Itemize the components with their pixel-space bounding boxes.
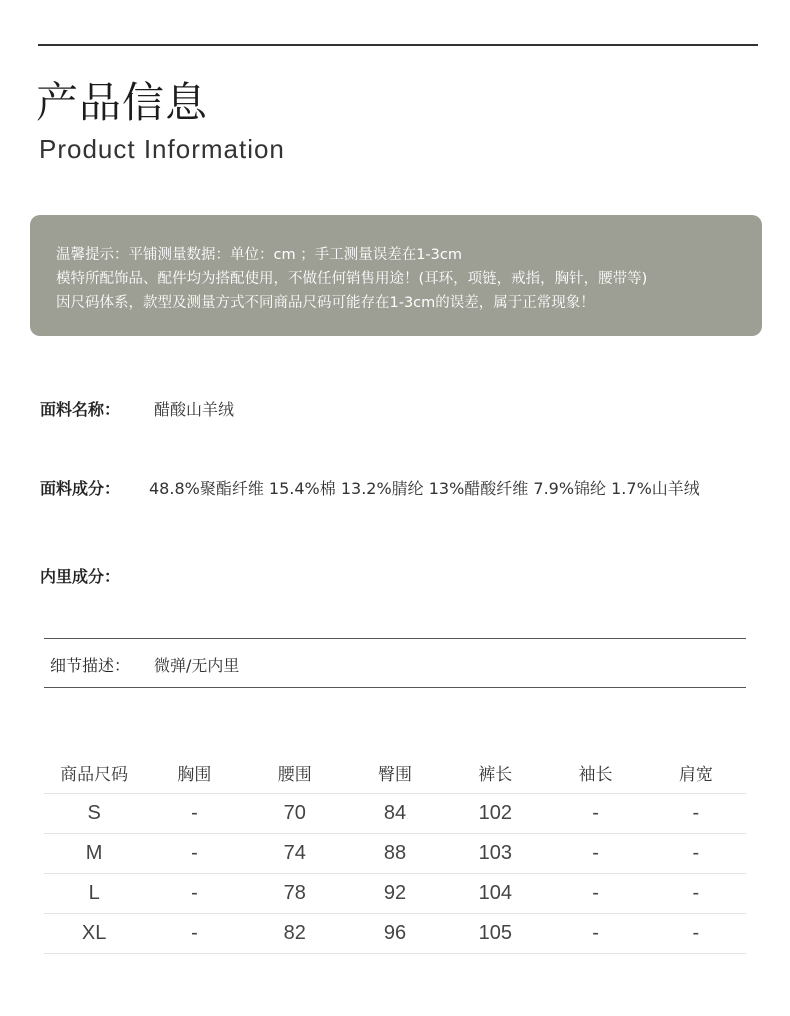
lining-composition-label: 内里成分： [40, 567, 121, 586]
table-cell: 82 [245, 914, 345, 954]
table-cell: - [646, 914, 746, 954]
table-cell: 104 [445, 874, 545, 914]
table-row [44, 834, 746, 874]
table-cell: - [646, 874, 746, 914]
fabric-composition-value: 48.8%聚酯纤维 15.4%棉 13.2%腈纶 13%醋酸纤维 7.9%锦纶 1.7%山羊绒 [149, 479, 700, 498]
detail-value: 微弹/无内里 [154, 656, 240, 675]
table-cell: 92 [345, 874, 445, 914]
notice-box [30, 215, 762, 336]
table-cell: 78 [245, 874, 345, 914]
detail-top-divider [44, 638, 746, 639]
table-cell: - [144, 874, 244, 914]
table-cell: - [646, 794, 746, 834]
table-cell: XL [44, 914, 144, 954]
header-waist: 腰围 [245, 752, 345, 794]
table-cell: - [545, 794, 645, 834]
table-header-row [44, 752, 746, 794]
table-cell: - [144, 794, 244, 834]
table-cell: 103 [445, 834, 545, 874]
table-cell: 74 [245, 834, 345, 874]
table-cell: S [44, 794, 144, 834]
table-cell: - [144, 914, 244, 954]
table-cell: - [144, 834, 244, 874]
top-divider [38, 44, 758, 46]
table-cell: M [44, 834, 144, 874]
page-title: 产品信息 [36, 78, 209, 127]
table-cell: - [545, 834, 645, 874]
fabric-name-value: 醋酸山羊绒 [154, 400, 235, 419]
fabric-composition-label: 面料成分： [40, 479, 121, 498]
table-row [44, 794, 746, 834]
table-cell: 105 [445, 914, 545, 954]
fabric-name-label: 面料名称： [40, 400, 121, 419]
notice-line: 温馨提示：平铺测量数据：单位：cm ；手工测量误差在1-3cm [56, 247, 462, 263]
notice-line: 因尺码体系，款型及测量方式不同商品尺码可能存在1-3cm的误差，属于正常现象！ [56, 295, 595, 311]
header-size: 商品尺码 [44, 752, 144, 794]
table-cell: 70 [245, 794, 345, 834]
table-cell: L [44, 874, 144, 914]
table-cell: 96 [345, 914, 445, 954]
header-pants-length: 裤长 [445, 752, 545, 794]
table-cell: 88 [345, 834, 445, 874]
table-cell: - [545, 874, 645, 914]
table-row [44, 914, 746, 954]
header-shoulder-width: 肩宽 [646, 752, 746, 794]
page-subtitle: Product Information [39, 134, 285, 164]
table-cell: 102 [445, 794, 545, 834]
header-hip: 臀围 [345, 752, 445, 794]
notice-line: 模特所配饰品、配件均为搭配使用，不做任何销售用途！(耳环，项链，戒指，胸针，腰带等) [56, 271, 648, 287]
size-table [44, 752, 746, 954]
detail-bottom-divider [44, 687, 746, 688]
header-chest: 胸围 [144, 752, 244, 794]
detail-label: 细节描述： [50, 656, 131, 675]
table-cell: - [646, 834, 746, 874]
table-row [44, 874, 746, 914]
header-sleeve-length: 袖长 [545, 752, 645, 794]
table-cell: 84 [345, 794, 445, 834]
table-cell: - [545, 914, 645, 954]
